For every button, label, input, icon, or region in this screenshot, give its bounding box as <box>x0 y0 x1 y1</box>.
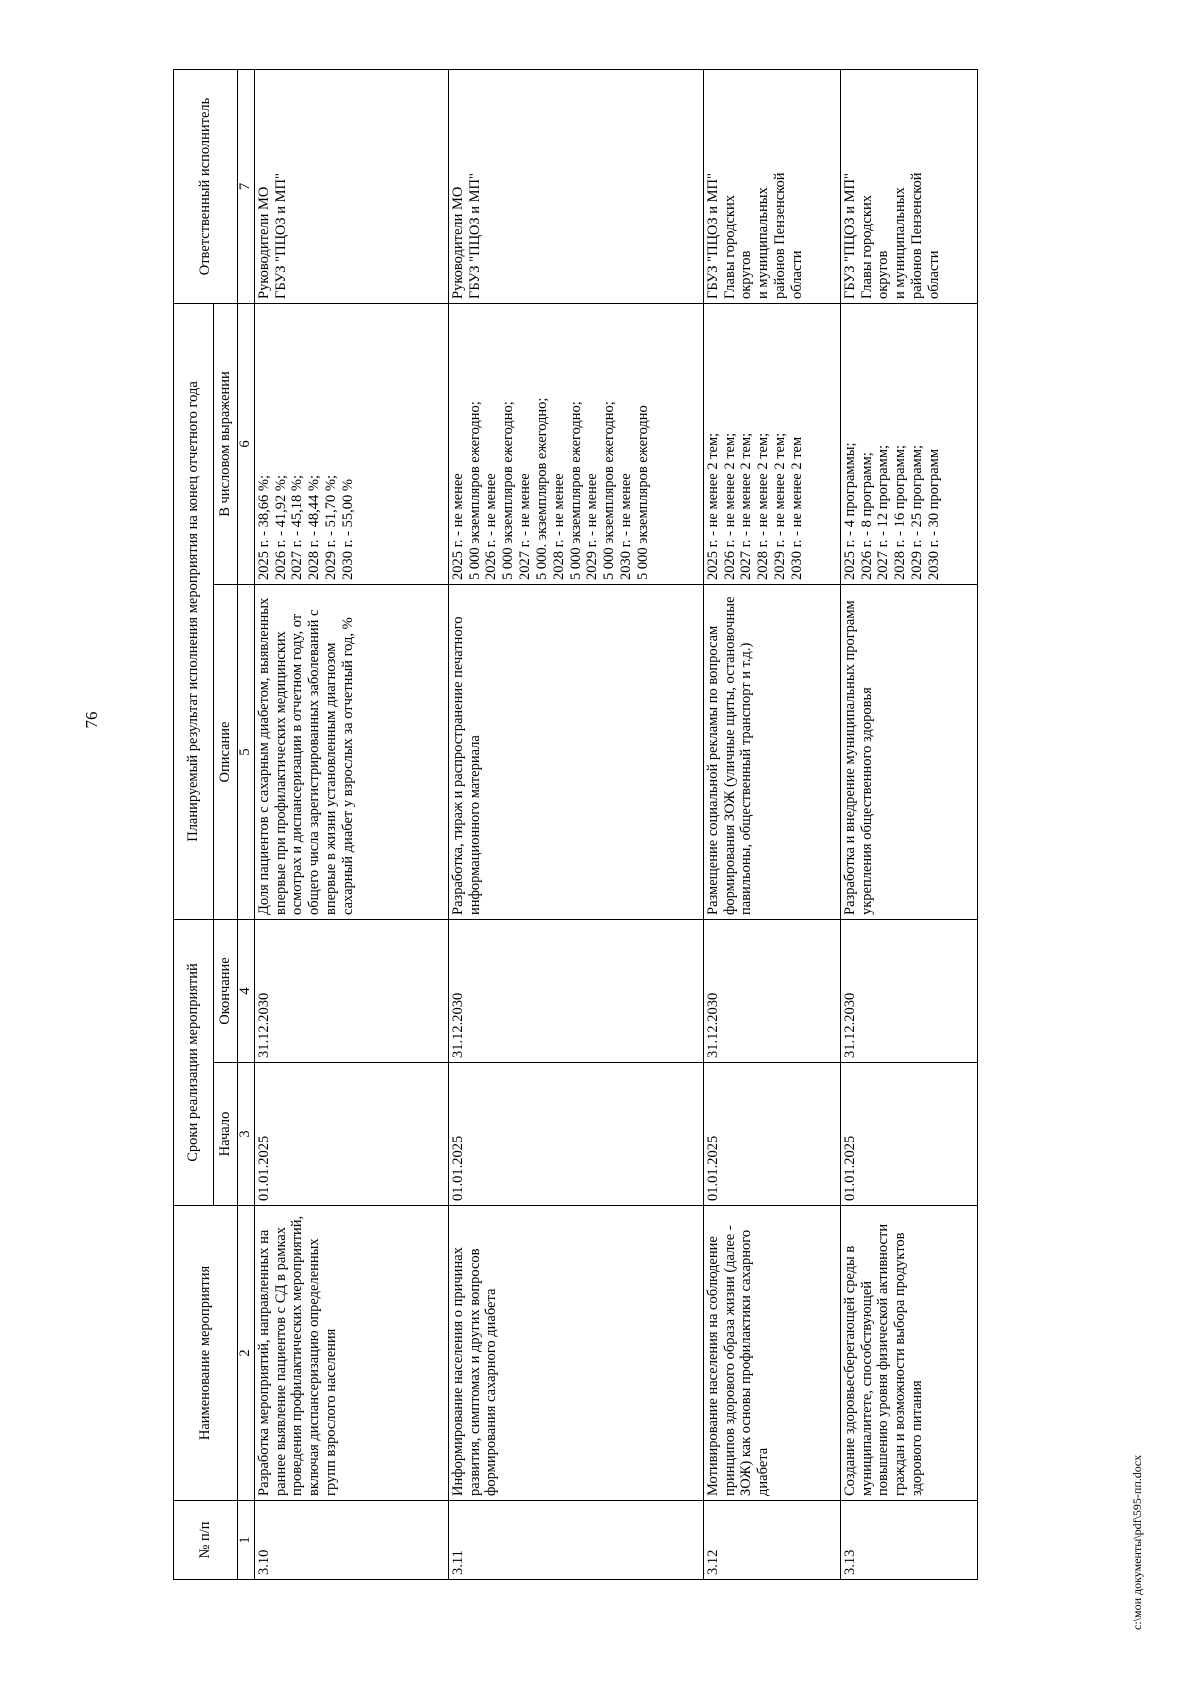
responsible-line: ГБУЗ "ПЦОЗ и МП" <box>272 173 289 299</box>
responsible-line: и муниципальных <box>892 187 909 299</box>
result-description: Доля пациентов с сахарным диабетом, выявленных впервые при профилактических медицинских осмотрах и диспансеризации в отчетном году, от общего числа зарегистрированных заболеваний с впервые в жизни установленным диагнозом сахарный диабет у взрослых за отчетный год, % <box>254 585 448 920</box>
numeric-line: 2028 г. - 48,44 %; <box>306 475 323 580</box>
start-date: 01.01.2025 <box>840 1063 977 1206</box>
numeric-values <box>448 303 703 584</box>
numeric-values <box>254 303 448 584</box>
measure-name: Мотивирование населения на соблюдение принципов здорового образа жизни (далее - ЗОЖ) как основы профилактики сахарного диабета <box>703 1206 840 1501</box>
start-date: 01.01.2025 <box>254 1063 448 1206</box>
responsible-line: Руководители МО <box>255 186 272 299</box>
end-date: 31.12.2030 <box>840 920 977 1063</box>
numeric-line: 2026 г. - 41,92 %; <box>272 475 289 580</box>
responsible-line: области <box>925 250 942 299</box>
col-number: 6 <box>237 303 254 584</box>
end-date: 31.12.2030 <box>254 920 448 1063</box>
result-description: Размещение социальной рекламы по вопросам формирования ЗОЖ (уличные щиты, остановочные павильоны, общественный транспорт и т.д.) <box>703 585 840 920</box>
row-number: 3.10 <box>254 1501 448 1580</box>
header-responsible: Ответственный исполнитель <box>174 69 238 303</box>
responsible-executor <box>703 69 840 303</box>
row-number: 3.13 <box>840 1501 977 1580</box>
numeric-line: 2030 г. - не менее 2 тем <box>788 436 805 580</box>
measure-name: Разработка мероприятий, направленных на раннее выявление пациентов с СД в рамках проведения профилактических мероприятий, включая диспансеризацию определенных групп взрослого населения <box>254 1206 448 1501</box>
header-end: Окончание <box>214 920 238 1063</box>
end-date: 31.12.2030 <box>703 920 840 1063</box>
header-terms: Сроки реализации мероприятий <box>174 920 214 1206</box>
responsible-line: районов Пензенской <box>909 172 926 299</box>
responsible-line: округов <box>738 250 755 299</box>
page-number: 76 <box>82 711 101 729</box>
col-number: 2 <box>237 1206 254 1501</box>
start-date: 01.01.2025 <box>448 1063 703 1206</box>
numeric-line: 2028 г. - не менее <box>550 473 567 580</box>
responsible-line: ГБУЗ "ПЦОЗ и МП" <box>704 173 721 299</box>
header-num: № п/п <box>174 1501 238 1580</box>
numeric-values <box>703 303 840 584</box>
numeric-line: 2025 г. - не менее 2 тем; <box>704 432 721 580</box>
responsible-line: Руководители МО <box>449 186 466 299</box>
numeric-line: 2029 г. - не менее 2 тем; <box>772 432 789 580</box>
numeric-line: 5 000 экземпляров ежегодно <box>634 405 651 580</box>
numeric-line: 2029 г. - 25 программ; <box>909 444 926 580</box>
header-result: Планируемый результат исполнения мероприятия на конец отчетного года <box>174 303 214 919</box>
responsible-line: Главы городских <box>721 195 738 299</box>
row-number: 3.12 <box>703 1501 840 1580</box>
end-date: 31.12.2030 <box>448 920 703 1063</box>
measure-name: Информирование населения о причинах развития, симптомах и других вопросов формирования сахарного диабета <box>448 1206 703 1501</box>
numeric-line: 2029 г. - 51,70 %; <box>323 475 340 580</box>
numeric-line: 2030 г. - не менее <box>617 473 634 580</box>
numeric-line: 2029 г. - не менее <box>584 473 601 580</box>
table-row <box>703 69 840 1579</box>
numeric-line: 2027 г. - не менее <box>517 473 534 580</box>
numeric-line: 2026 г. - не менее 2 тем; <box>721 432 738 580</box>
start-date: 01.01.2025 <box>703 1063 840 1206</box>
result-description: Разработка и внедрение муниципальных программ укрепления общественного здоровья <box>840 585 977 920</box>
table-row <box>840 69 977 1579</box>
numeric-line: 2025 г. - не менее <box>449 473 466 580</box>
numeric-line: 5 000. экземпляров ежегодно; <box>533 397 550 580</box>
col-number: 5 <box>237 585 254 920</box>
responsible-line: районов Пензенской <box>772 172 789 299</box>
responsible-line: области <box>788 250 805 299</box>
numeric-line: 2027 г. - не менее 2 тем; <box>738 432 755 580</box>
numeric-line: 2025 г. - 38,66 %; <box>255 475 272 580</box>
responsible-executor <box>840 69 977 303</box>
responsible-line: ГБУЗ "ПЦОЗ и МП" <box>466 173 483 299</box>
measure-name: Создание здоровьесберегающей среды в муниципалитете, способствующей повышению уровня физической активности граждан и возможности выбора продуктов здорового питания <box>840 1206 977 1501</box>
measures-table <box>173 69 978 1580</box>
responsible-line: Главы городских <box>858 195 875 299</box>
numeric-line: 2028 г. - не менее 2 тем; <box>755 432 772 580</box>
numeric-line: 2026 г. - не менее <box>483 473 500 580</box>
header-numeric: В числовом выражении <box>214 303 238 584</box>
numeric-line: 2030 г. - 55,00 % <box>339 479 356 580</box>
responsible-line: и муниципальных <box>755 187 772 299</box>
numeric-line: 2026 г. - 8 программ; <box>858 452 875 580</box>
rotated-table-container <box>173 70 1200 1580</box>
header-name: Наименование мероприятия <box>174 1206 238 1501</box>
col-number: 1 <box>237 1501 254 1580</box>
responsible-executor <box>448 69 703 303</box>
numeric-values <box>840 303 977 584</box>
col-number: 3 <box>237 1063 254 1206</box>
numeric-line: 5 000 экземпляров ежегодно; <box>500 401 517 580</box>
result-description: Разработка, тираж и распространение печатного информационного материала <box>448 585 703 920</box>
col-number: 7 <box>237 69 254 303</box>
numeric-line: 2027 г. - 12 программ; <box>875 444 892 580</box>
responsible-line: округов <box>875 250 892 299</box>
responsible-line: ГБУЗ "ПЦОЗ и МП" <box>841 173 858 299</box>
responsible-executor <box>254 69 448 303</box>
header-description: Описание <box>214 585 238 920</box>
numeric-line: 2028 г. - 16 программ; <box>892 444 909 580</box>
header-start: Начало <box>214 1063 238 1206</box>
numeric-line: 5 000 экземпляров ежегодно; <box>567 401 584 580</box>
numeric-line: 2030 г. - 30 программ <box>925 448 942 580</box>
table-row <box>448 69 703 1579</box>
numeric-line: 2027 г. - 45,18 %; <box>289 475 306 580</box>
table-row <box>254 69 448 1579</box>
numeric-line: 5 000 экземпляров ежегодно; <box>466 401 483 580</box>
footer-file-path: c:\мои документы\pdf\595-пп.docx <box>1130 1454 1144 1630</box>
row-number: 3.11 <box>448 1501 703 1580</box>
col-number: 4 <box>237 920 254 1063</box>
numeric-line: 5 000 экземпляров ежегодно; <box>601 401 618 580</box>
numeric-line: 2025 г. - 4 программы; <box>841 442 858 580</box>
